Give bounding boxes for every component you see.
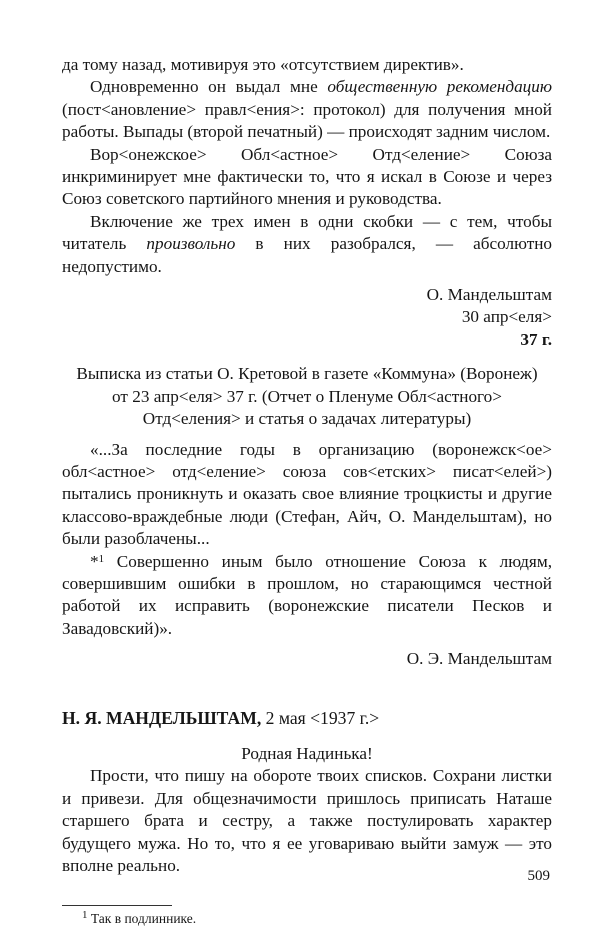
quote-paragraph: «...За последние годы в организацию (воронежск<ое> обл<астное> отд<еление> союза сов<етских> писат<елей>) пытались проникнуть и оказать свое влияние троцкисты и другие классово-враждебные люди (Стефан, Айч, О. Мандельштам), но были разоблачены... <box>62 439 552 549</box>
quote-paragraph-2 <box>62 551 552 641</box>
letter-date: 2 мая <1937 г.> <box>261 707 380 728</box>
paragraph-text: (пост<ановление> правл<ения>: протокол) для получения мной работы. Выпады (второй печатный) — происходят задним числом. <box>62 99 552 142</box>
letter-heading <box>62 707 552 729</box>
footnote <box>62 910 552 928</box>
paragraph-text: в них разобрался, — абсолютно недопустимо. <box>62 234 552 276</box>
paragraph-accusation: Вор<онежское> Обл<астное> Отд<еление> Союза инкриминирует мне фактически то, что я искал в Союзе и через Союз советского партийного мнения и руководства. <box>62 144 552 209</box>
footnote-marker: 1 <box>98 552 105 565</box>
signature-full-name: О. Э. Мандельштам <box>406 649 552 669</box>
paragraph-text: Одновременно он выдал мне <box>90 77 328 97</box>
signature-name: О. Мандельштам <box>426 285 552 305</box>
page-number: 509 <box>527 868 550 884</box>
page-content <box>62 54 552 928</box>
italic-phrase: произвольно <box>146 234 236 254</box>
signature-date: 30 апр<еля> <box>461 307 552 327</box>
footnote-divider <box>62 905 172 906</box>
paragraph-text: Совершенно иным было отношение Союза к людям, совершившим ошибки в прошлом, но старающимся честной работой их исправить (воронежские писатели Песков и Завадовский)». <box>62 551 552 638</box>
salutation: Родная Надинька! <box>241 743 373 763</box>
letter-body: Прости, что пишу на обороте твоих списков. Сохрани листки и привези. Для общезначимости пришлось приписать Наташе старшего брата и сестру, а также постулировать характер будущего мужа. Но то, что я ее уговариваю выйти замуж — это вполне реально. <box>62 766 552 875</box>
paragraph-continued: да тому назад, мотивируя это «отсутствием директив». <box>62 55 464 74</box>
paragraph-text: Включение же трех имен в одни скобки — с тем, чтобы читатель <box>62 211 552 254</box>
footnote-text: Так в подлиннике. <box>87 911 197 927</box>
paragraph-recommendation <box>62 76 552 143</box>
footnote-number: 1 <box>82 909 88 922</box>
paragraph-names <box>62 211 552 278</box>
italic-phrase: общественную рекомендацию <box>327 77 552 97</box>
signature-year: 37 г. <box>520 329 552 349</box>
asterisk-mark: * <box>90 551 99 571</box>
addressee-name: Н. Я. МАНДЕЛЬШТАМ, <box>62 707 262 728</box>
extract-title: Выписка из статьи О. Кретовой в газете «Коммуна» (Воронеж) от 23 апр<еля> 37 г. (Отчет о Пленуме Обл<астного> Отд<еления> и статья о задачах литературы) <box>76 364 538 429</box>
